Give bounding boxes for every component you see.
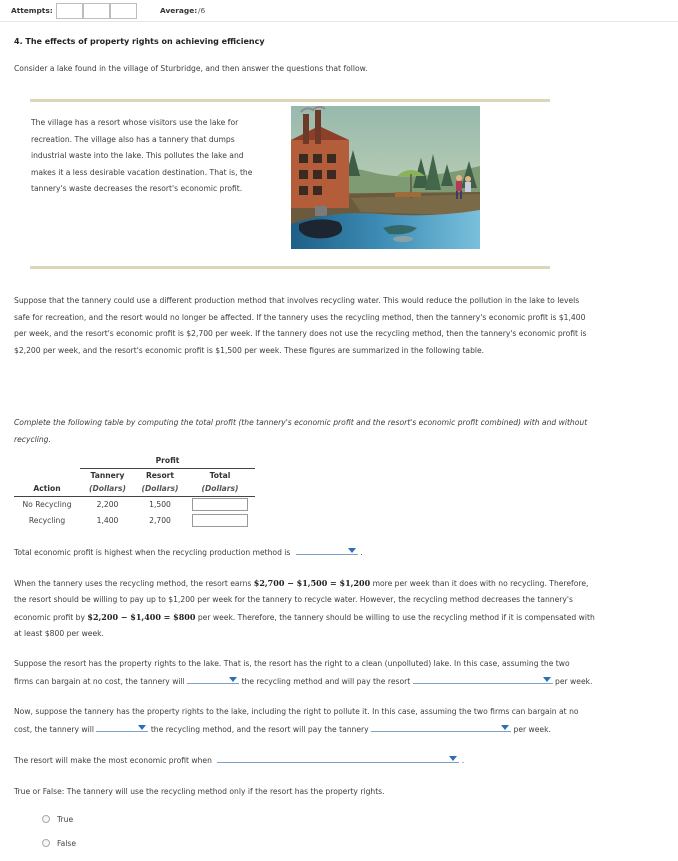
q-tannery-rights [14,704,626,738]
tannery-rights-tannery-action-dropdown[interactable] [96,721,148,732]
col-header-total: Total [209,470,231,480]
q-most-profit [14,752,626,770]
total-input-recycling[interactable] [192,514,248,527]
scenario-line: The village has a resort whose visitors use the lake for [31,118,239,127]
q-text: the recycling method and will pay the resort [241,676,411,686]
scenario-line: tannery's waste decreases the resort's economic profit. [31,184,243,194]
instruction-line: Complete the following table by computing the total profit (the tannery's economic profit and the resort's economic profit combined) with and without [14,418,588,427]
chevron-down-icon [138,725,146,730]
divider-bottom [30,266,550,269]
col-unit-total: (Dollars) [201,484,239,494]
q-resort-rights [14,656,626,690]
total-input-no-recycling[interactable] [192,498,248,511]
cell-resort: 1,500 [149,499,171,509]
instruction-line: recycling. [14,434,51,444]
profit-table [14,454,255,528]
row-label-recycling: Recycling [28,515,66,525]
q-text: per week. [555,676,593,686]
q-text: per week. [513,724,551,734]
cell-tannery: 2,200 [96,499,119,509]
expl-expression-tannery: $2,200 − $1,400 = $800 [87,611,196,622]
radio-label-false: False [57,839,77,848]
attempts-label: Attempts: [11,6,53,15]
q-line: Now, suppose the tannery has the property rights to the lake, including the right to pollute it. In this case, assuming the two firms can bargain at no [14,707,579,716]
scenario-line: recreation. The village also has a tannery that dumps [31,134,235,144]
chevron-down-icon [543,677,551,682]
divider-top [30,99,550,102]
attempt-box-3 [110,3,137,19]
question-title: 4. The effects of property rights on achieving efficiency [14,37,265,46]
scenario-text [31,115,271,198]
paragraph-line: per week, and the resort's economic profit is $2,700 per week. If the tannery does not use the recycling method, then the tannery's economic profit is [14,329,587,339]
q-total-text: Total economic profit is highest when the recycling production method is [14,548,291,557]
q-line [14,673,626,691]
table-row [14,496,255,512]
resort-rights-payment-dropdown[interactable] [413,673,553,684]
q-text: the recycling method, and the resort will pay the tannery [150,724,369,734]
radio-false[interactable] [42,839,50,847]
paragraph-line: $2,200 per week, and the resort's economic profit is $1,500 per week. These figures are summarized in the following table. [14,345,485,355]
explanation-line [14,609,626,626]
scenario-line: industrial waste into the lake. This pollutes the lake and [31,151,244,161]
chevron-down-icon [348,548,356,553]
cell-tannery: 1,400 [96,515,119,525]
table-instruction [14,415,626,448]
lake-tannery-illustration [291,106,480,249]
resort-rights-tannery-action-dropdown[interactable] [187,673,239,684]
cell-total [185,512,255,528]
expl-expression-resort: $2,700 − $1,500 = $1,200 [253,578,371,588]
paragraph-line: Suppose that the tannery could use a different production method that involves recycling water. This would reduce the pollution in the lake to levels [14,296,580,305]
col-unit-resort: (Dollars) [141,484,179,494]
row-label-no-recycling: No Recycling [22,499,72,509]
col-header-action: Action [33,484,61,494]
explanation-line: at least $800 per week. [14,629,104,639]
paragraph-line: safe for recreation, and the resort would no longer be affected. If the tannery uses the recycling method, then the tannery's economic profit is $1,400 [14,312,586,322]
q-period: . [461,756,465,765]
q-total-profit [14,544,626,562]
scenario-line: makes it a less desirable vacation destination. That is, the [31,167,253,177]
suppose-paragraph [14,293,626,359]
q-total-period: . [360,548,363,557]
col-header-resort: Resort [145,470,175,480]
q-line: Suppose the resort has the property rights to the lake. That is, the resort has the right to a clean (unpolluted) lake. In this case, assuming the two [14,659,570,668]
recycling-method-dropdown[interactable] [296,544,358,555]
table-row [14,512,255,528]
average-value: /6 [198,6,206,15]
cell-total [185,496,255,512]
q-true-false: True or False: The tannery will use the recycling method only if the resort has the property rights. [14,787,385,796]
radio-true[interactable] [42,815,50,823]
q-text: The resort will make the most economic profit when [14,756,212,765]
question-intro: Consider a lake found in the village of Sturbridge, and then answer the questions that follow. [14,64,368,73]
q-text: firms can bargain at no cost, the tannery will [14,676,185,686]
explanation [14,575,626,643]
most-profit-dropdown[interactable] [217,752,459,763]
explanation-line: the resort should be willing to pay up to $1,200 per week for the tannery to recycle water. However, the recycling method decreases the tannery's [14,595,573,605]
profit-group-header: Profit [80,454,255,468]
average-label: Average: [160,6,198,15]
chevron-down-icon [501,725,509,730]
radio-label-true: True [57,815,74,824]
chevron-down-icon [229,677,237,682]
attempt-box-2 [83,3,110,19]
expl-text: per week. Therefore, the tannery should be willing to use the recycling method if it is compensated with [197,612,595,622]
cell-resort: 2,700 [149,515,171,525]
explanation-line [14,575,626,592]
expl-text: When the tannery uses the recycling method, the resort earns [14,579,252,588]
q-text: cost, the tannery will [14,724,94,734]
q-line [14,721,626,739]
tannery-rights-payment-dropdown[interactable] [371,721,511,732]
col-header-tannery: Tannery [90,470,125,480]
expl-text: more per week than it does with no recycling. Therefore, [372,579,589,588]
expl-text: economic profit by [14,612,85,622]
chevron-down-icon [449,756,457,761]
col-unit-tannery: (Dollars) [88,484,127,494]
attempt-box-1 [56,3,83,19]
